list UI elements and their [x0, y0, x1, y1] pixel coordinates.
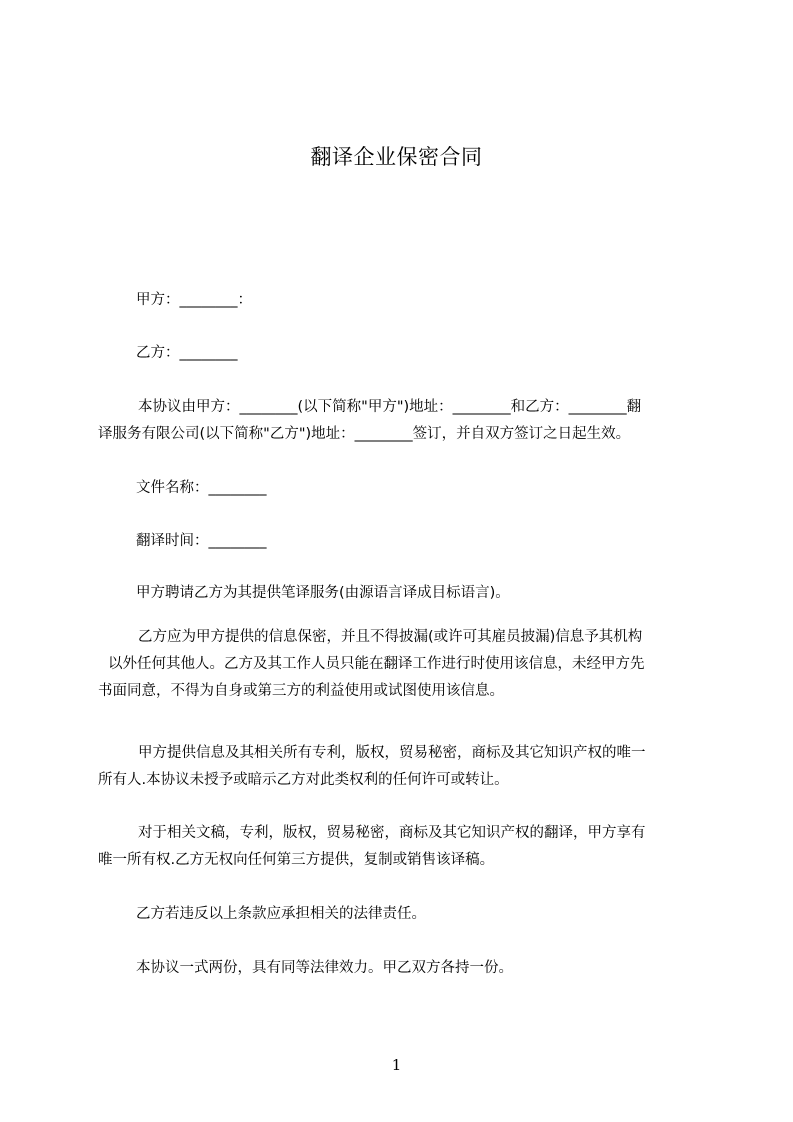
party-b-line: 乙方：________	[136, 345, 238, 361]
translation-rights-paragraph	[98, 820, 700, 874]
agreement-intro-line-1: 本协议由甲方：________(以下简称"甲方")地址：________和乙方：________翻	[138, 399, 642, 415]
translation-time-line: 翻译时间：________	[136, 533, 267, 549]
ownership-line-1: 甲方提供信息及其相关所有专利，版权，贸易秘密，商标及其它知识产权的唯一	[138, 745, 646, 761]
party-a-line: 甲方：________：	[136, 292, 252, 308]
document-title: 翻译企业保密合同	[310, 145, 483, 169]
confidentiality-line-3: 书面同意，不得为自身或第三方的利益使用或试图使用该信息。	[98, 683, 504, 699]
translation-rights-line-2: 唯一所有权.乙方无权向任何第三方提供，复制或销售该译稿。	[98, 852, 495, 868]
service-clause: 甲方聘请乙方为其提供笔译服务(由源语言译成目标语言)。	[136, 585, 510, 601]
ownership-paragraph	[98, 740, 700, 794]
agreement-intro-paragraph	[98, 394, 700, 448]
ownership-line-2: 所有人.本协议未授予或暗示乙方对此类权利的任何许可或转让。	[98, 772, 509, 788]
confidentiality-paragraph	[98, 624, 700, 705]
file-name-line: 文件名称：________	[136, 480, 267, 496]
confidentiality-line-1: 乙方应为甲方提供的信息保密，并且不得披漏(或许可其雇员披漏)信息予其机构	[138, 629, 643, 645]
agreement-intro-line-2: 译服务有限公司(以下简称"乙方")地址：________签订，并自双方签订之日起生效。	[98, 426, 631, 442]
translation-rights-line-1: 对于相关文稿，专利，版权，贸易秘密，商标及其它知识产权的翻译，甲方享有	[138, 825, 646, 841]
copies-clause: 本协议一式两份，具有同等法律效力。甲乙双方各持一份。	[136, 960, 513, 976]
page-number: 1	[391, 1056, 402, 1074]
liability-clause: 乙方若违反以上条款应承担相关的法律责任。	[136, 906, 426, 922]
confidentiality-line-2: 以外任何其他人。乙方及其工作人员只能在翻译工作进行时使用该信息，未经甲方先	[108, 656, 645, 672]
